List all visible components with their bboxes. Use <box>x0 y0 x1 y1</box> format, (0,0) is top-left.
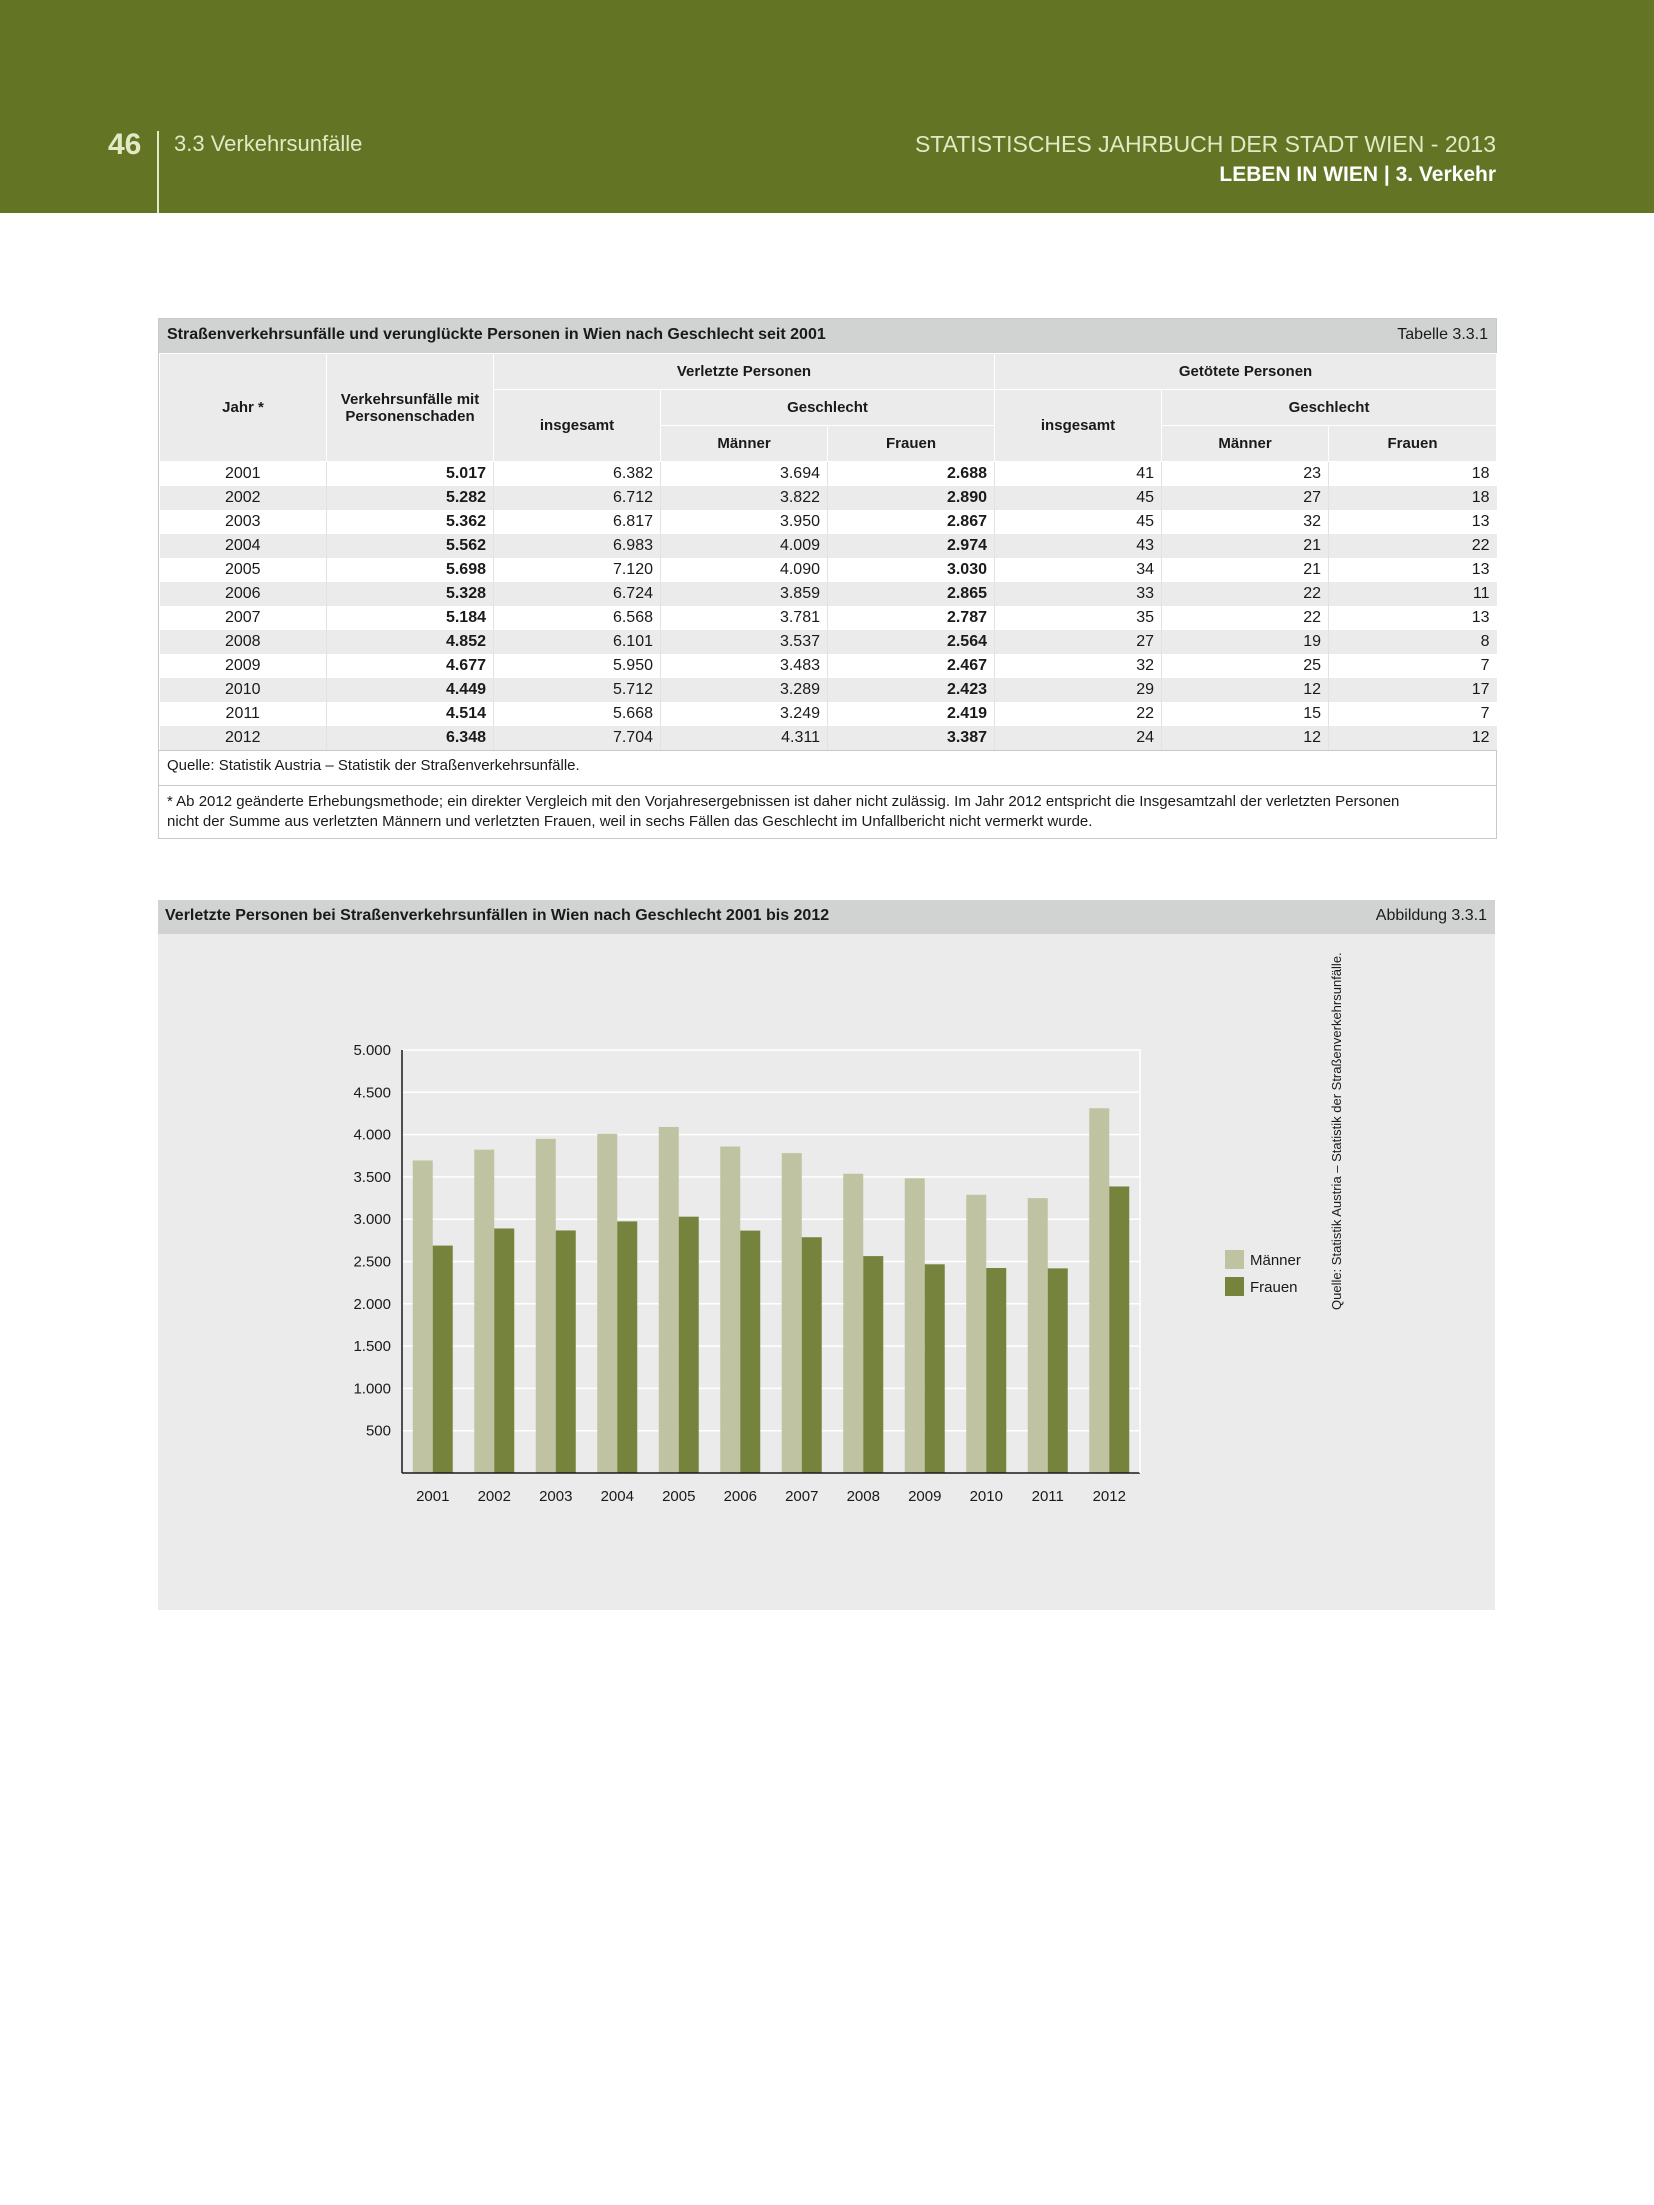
figure-label: Abbildung 3.3.1 <box>1375 907 1487 924</box>
table-cell: 6.983 <box>494 534 661 558</box>
page-number: 46 <box>108 128 142 161</box>
table-cell: 8 <box>1329 630 1497 654</box>
table-cell: 33 <box>995 582 1162 606</box>
table-cell: 3.694 <box>661 462 828 487</box>
table-cell: 34 <box>995 558 1162 582</box>
x-tick-label: 2003 <box>539 1488 573 1505</box>
table-cell: 4.852 <box>327 630 494 654</box>
bar-maenner <box>413 1160 433 1473</box>
bar-maenner <box>474 1150 494 1473</box>
table-note-line: nicht der Summe aus verletzten Männern und verletzten Frauen, weil in sechs Fällen das Geschlecht im Unfallbericht nicht vermerkt wurde. <box>167 813 1093 830</box>
table-cell: 12 <box>1162 726 1329 750</box>
table-cell: 18 <box>1329 486 1497 510</box>
table-cell: 4.090 <box>661 558 828 582</box>
table-cell: 3.537 <box>661 630 828 654</box>
table-cell: 2.688 <box>828 462 995 487</box>
table-cell: 2.865 <box>828 582 995 606</box>
y-tick-label: 1.500 <box>353 1338 391 1356</box>
bar-frauen <box>679 1217 699 1473</box>
bar-maenner <box>659 1127 679 1473</box>
table-cell: 11 <box>1329 582 1497 606</box>
table-cell: 13 <box>1329 558 1497 582</box>
table-cell: 12 <box>1162 678 1329 702</box>
table-cell: 3.289 <box>661 678 828 702</box>
table-cell: 32 <box>995 654 1162 678</box>
bar-frauen <box>802 1237 822 1473</box>
table-cell: 22 <box>1162 606 1329 630</box>
table-cell: 2001 <box>160 462 327 487</box>
table-cell: 32 <box>1162 510 1329 534</box>
table-cell: 3.950 <box>661 510 828 534</box>
table-cell: 23 <box>1162 462 1329 487</box>
legend-label: Männer <box>1250 1252 1301 1269</box>
table-cell: 4.677 <box>327 654 494 678</box>
header-getoetete-frauen: Frauen <box>1329 426 1497 462</box>
table-cell: 6.712 <box>494 486 661 510</box>
table-cell: 22 <box>995 702 1162 726</box>
x-tick-label: 2012 <box>1092 1488 1126 1505</box>
table-cell: 2.564 <box>828 630 995 654</box>
y-tick-label: 500 <box>365 1422 391 1440</box>
table-cell: 41 <box>995 462 1162 487</box>
table-source: Quelle: Statistik Austria – Statistik der Straßenverkehrsunfälle. <box>159 750 1496 785</box>
table-cell: 13 <box>1329 606 1497 630</box>
x-tick-label: 2002 <box>477 1488 511 1505</box>
table-cell: 24 <box>995 726 1162 750</box>
header-verletzte-geschlecht: Geschlecht <box>661 390 995 426</box>
table-cell: 7 <box>1329 654 1497 678</box>
table-cell: 13 <box>1329 510 1497 534</box>
table-cell: 21 <box>1162 534 1329 558</box>
table-cell: 2.419 <box>828 702 995 726</box>
x-tick-label: 2004 <box>600 1488 634 1505</box>
bar-frauen <box>556 1230 576 1473</box>
figure-source: Quelle: Statistik Austria – Statistik der Straßenverkehrsunfälle. <box>1329 952 1344 1310</box>
table-cell: 4.009 <box>661 534 828 558</box>
table-cell: 2002 <box>160 486 327 510</box>
bar-frauen <box>863 1256 883 1473</box>
table-cell: 6.568 <box>494 606 661 630</box>
table-cell: 2004 <box>160 534 327 558</box>
table-cell: 2007 <box>160 606 327 630</box>
bar-frauen <box>1109 1186 1129 1473</box>
y-tick-label: 4.500 <box>353 1084 391 1102</box>
table-cell: 2.467 <box>828 654 995 678</box>
publication-subtitle: LEBEN IN WIEN | 3. Verkehr <box>1219 163 1496 186</box>
header-verletzte: Verletzte Personen <box>494 354 995 390</box>
table-cell: 4.311 <box>661 726 828 750</box>
y-tick-label: 4.000 <box>353 1126 391 1144</box>
table-cell: 21 <box>1162 558 1329 582</box>
table-cell: 5.698 <box>327 558 494 582</box>
table-cell: 12 <box>1329 726 1497 750</box>
x-tick-label: 2009 <box>908 1488 942 1505</box>
table-label: Tabelle 3.3.1 <box>1397 326 1488 343</box>
header-verletzte-maenner: Männer <box>661 426 828 462</box>
header-getoetete-insgesamt: insgesamt <box>995 390 1162 462</box>
table-cell: 2005 <box>160 558 327 582</box>
table-cell: 27 <box>995 630 1162 654</box>
figure-title: Verletzte Personen bei Straßenverkehrsunfällen in Wien nach Geschlecht 2001 bis 2012 <box>165 907 830 924</box>
table-cell: 2009 <box>160 654 327 678</box>
table-cell: 5.950 <box>494 654 661 678</box>
table-cell: 5.362 <box>327 510 494 534</box>
bar-maenner <box>1028 1198 1048 1473</box>
table-cell: 22 <box>1329 534 1497 558</box>
table-cell: 6.382 <box>494 462 661 487</box>
table-cell: 2.890 <box>828 486 995 510</box>
bar-frauen <box>494 1229 514 1473</box>
table-cell: 2008 <box>160 630 327 654</box>
table-cell: 5.562 <box>327 534 494 558</box>
table-cell: 3.483 <box>661 654 828 678</box>
y-tick-label: 2.000 <box>353 1295 391 1313</box>
table-cell: 4.449 <box>327 678 494 702</box>
bar-maenner <box>720 1147 740 1473</box>
bar-maenner <box>1089 1108 1109 1473</box>
table-cell: 19 <box>1162 630 1329 654</box>
table-cell: 7 <box>1329 702 1497 726</box>
bar-maenner <box>782 1153 802 1473</box>
bar-frauen <box>740 1231 760 1473</box>
x-tick-label: 2010 <box>969 1488 1003 1505</box>
header-jahr: Jahr * <box>160 354 327 462</box>
table-cell: 2.867 <box>828 510 995 534</box>
table-cell: 2012 <box>160 726 327 750</box>
header-getoetete: Getötete Personen <box>995 354 1497 390</box>
table-cell: 2.423 <box>828 678 995 702</box>
bar-frauen <box>433 1246 453 1473</box>
header-verletzte-insgesamt: insgesamt <box>494 390 661 462</box>
header-unfaelle: Verkehrsunfälle mit Personenschaden <box>327 354 494 462</box>
table-cell: 5.017 <box>327 462 494 487</box>
table-title: Straßenverkehrsunfälle und verunglückte Personen in Wien nach Geschlecht seit 2001 <box>167 326 826 343</box>
table-cell: 7.120 <box>494 558 661 582</box>
table-cell: 5.282 <box>327 486 494 510</box>
table-cell: 5.668 <box>494 702 661 726</box>
table-cell: 4.514 <box>327 702 494 726</box>
bar-maenner <box>966 1195 986 1473</box>
bar-frauen <box>986 1268 1006 1473</box>
section-title: 3.3 Verkehrsunfälle <box>174 131 363 156</box>
x-tick-label: 2008 <box>846 1488 880 1505</box>
bar-maenner <box>843 1174 863 1473</box>
x-tick-label: 2005 <box>662 1488 696 1505</box>
y-tick-label: 1.000 <box>353 1380 391 1398</box>
table-cell: 6.817 <box>494 510 661 534</box>
legend-swatch <box>1225 1250 1244 1269</box>
table-cell: 18 <box>1329 462 1497 487</box>
table-cell: 17 <box>1329 678 1497 702</box>
table-cell: 2010 <box>160 678 327 702</box>
table-cell: 35 <box>995 606 1162 630</box>
table-cell: 5.712 <box>494 678 661 702</box>
bar-frauen <box>1048 1268 1068 1473</box>
y-tick-label: 2.500 <box>353 1253 391 1271</box>
header-verletzte-frauen: Frauen <box>828 426 995 462</box>
table-cell: 29 <box>995 678 1162 702</box>
table-cell: 2003 <box>160 510 327 534</box>
bar-maenner <box>905 1178 925 1473</box>
legend-label: Frauen <box>1250 1279 1298 1296</box>
table-cell: 2011 <box>160 702 327 726</box>
table-cell: 45 <box>995 510 1162 534</box>
header-getoetete-geschlecht: Geschlecht <box>1162 390 1497 426</box>
table-cell: 6.348 <box>327 726 494 750</box>
table-cell: 3.822 <box>661 486 828 510</box>
table-cell: 22 <box>1162 582 1329 606</box>
table-cell: 7.704 <box>494 726 661 750</box>
y-tick-label: 3.000 <box>353 1211 391 1229</box>
table-cell: 3.249 <box>661 702 828 726</box>
table-cell: 6.101 <box>494 630 661 654</box>
x-tick-label: 2006 <box>723 1488 757 1505</box>
table-cell: 5.184 <box>327 606 494 630</box>
table-note-line: * Ab 2012 geänderte Erhebungsmethode; ein direkter Vergleich mit den Vorjahresergebnissen ist daher nicht zulässig. Im Jahr 2012 entspricht die Insgesamtzahl der verletzten Personen <box>167 793 1400 810</box>
table-cell: 2006 <box>160 582 327 606</box>
x-tick-label: 2007 <box>785 1488 819 1505</box>
table-cell: 3.859 <box>661 582 828 606</box>
y-tick-label: 3.500 <box>353 1168 391 1186</box>
y-tick-label: 5.000 <box>353 1042 391 1059</box>
table-cell: 2.787 <box>828 606 995 630</box>
bar-frauen <box>617 1221 637 1473</box>
table-cell: 15 <box>1162 702 1329 726</box>
table-cell: 27 <box>1162 486 1329 510</box>
table-cell: 3.781 <box>661 606 828 630</box>
header-getoetete-maenner: Männer <box>1162 426 1329 462</box>
bar-frauen <box>925 1264 945 1473</box>
table-cell: 3.387 <box>828 726 995 750</box>
table-cell: 6.724 <box>494 582 661 606</box>
table-cell: 3.030 <box>828 558 995 582</box>
table-cell: 45 <box>995 486 1162 510</box>
table-cell: 25 <box>1162 654 1329 678</box>
table-cell: 2.974 <box>828 534 995 558</box>
table-cell: 5.328 <box>327 582 494 606</box>
legend-swatch <box>1225 1277 1244 1296</box>
table-cell: 43 <box>995 534 1162 558</box>
publication-title: STATISTISCHES JAHRBUCH DER STADT WIEN - 2013 <box>914 131 1496 157</box>
x-tick-label: 2001 <box>416 1488 450 1505</box>
bar-maenner <box>536 1139 556 1473</box>
bar-maenner <box>597 1134 617 1473</box>
x-tick-label: 2011 <box>1031 1488 1064 1505</box>
